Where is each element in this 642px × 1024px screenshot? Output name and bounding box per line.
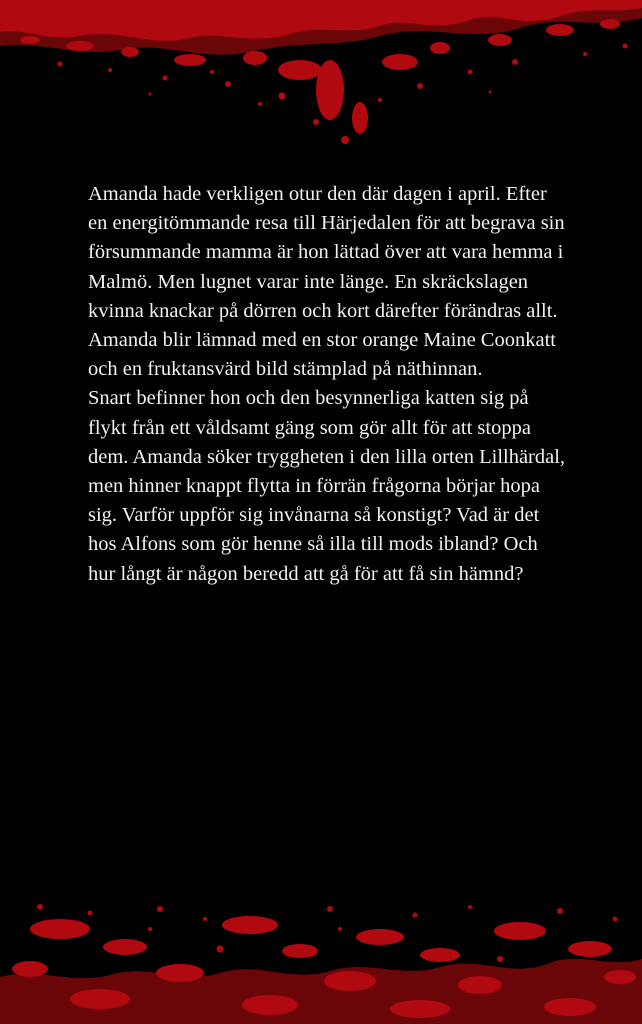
blurb-paragraph: Amanda blir lämnad med en stor orange Maine Coonkatt och en fruktansvärd bild stämplad på näthinnan. xyxy=(88,329,556,381)
blurb-paragraph: Amanda hade verkligen otur den där dagen i april. Efter en energitömmande resa till Härjedalen för att begrava sin försummande mamma är hon lättad över att vara hemma i Malmö. Men lugnet varar inte länge. En skräckslagen kvinna knackar på dörren och kort därefter förändras allt. xyxy=(88,183,565,322)
blurb-paragraph: Snart befinner hon och den besynnerliga katten sig på flykt från ett våldsamt gäng som gör allt för att stoppa dem. Amanda söker tryggheten i den lilla orten Lillhärdal, men hinner knappt flytta in förrän frågorna börjar hopa sig. Varför uppför sig invånarna så konstigt? Vad är det hos Alfons som gör henne så illa till mods ibland? Och hur långt är någon beredd att gå för att få sin hämnd? xyxy=(88,387,566,585)
blood-splatter-bottom xyxy=(0,889,642,1024)
back-cover-blurb xyxy=(88,180,568,589)
blood-splatter-top xyxy=(0,0,642,150)
